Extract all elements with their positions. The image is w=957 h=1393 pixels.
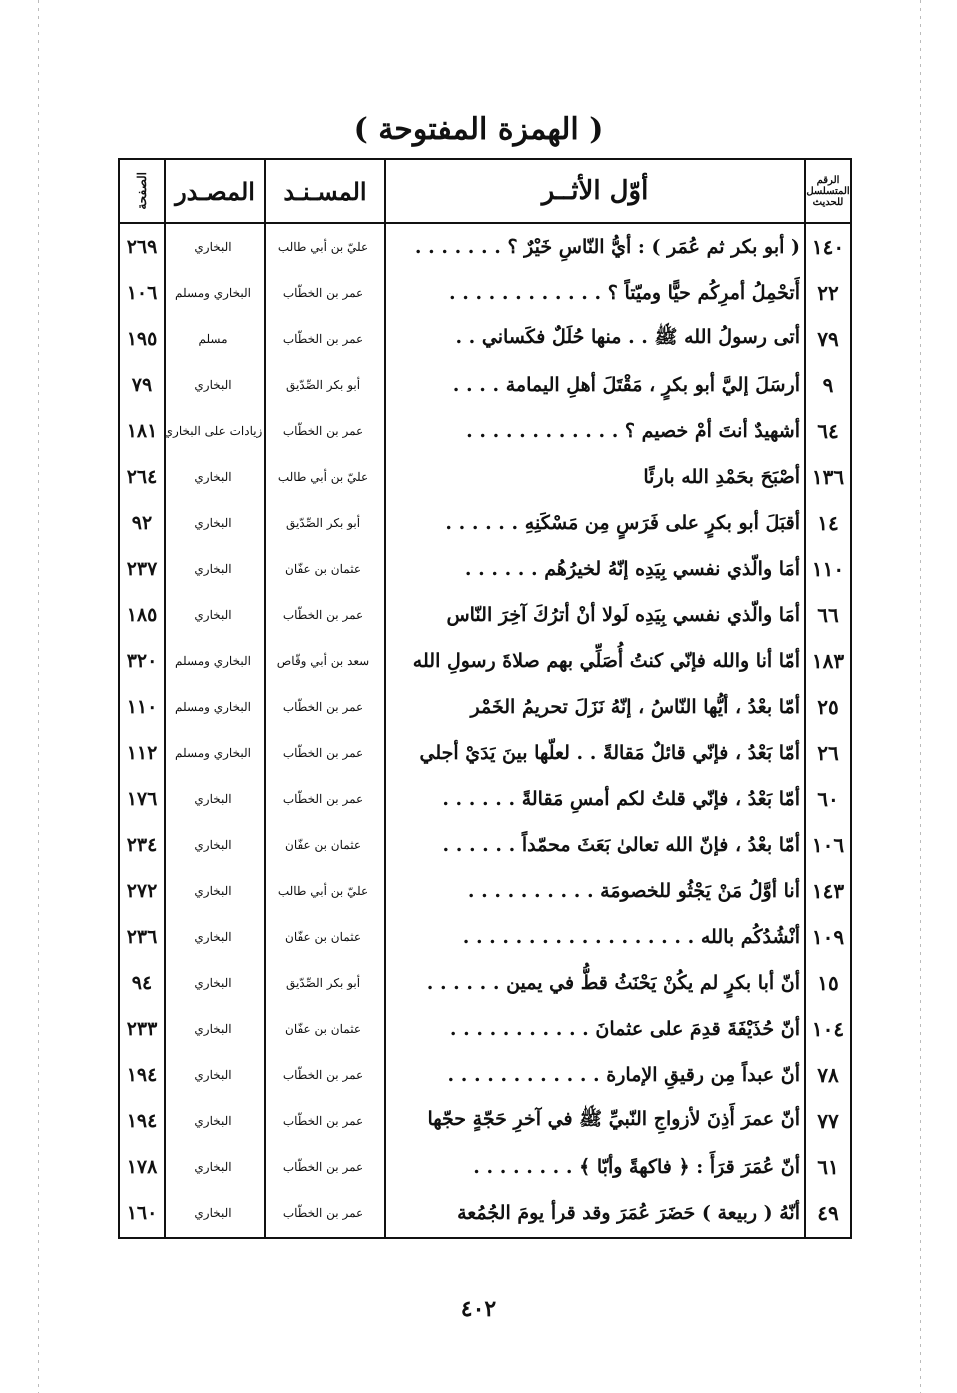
source-name: البخاري [194, 930, 232, 944]
serial-number: ١٠٩ [811, 925, 845, 949]
serial-number: ٧٧ [817, 1109, 839, 1133]
hadith-opening: أقبَلَ أبو بكرٍ على فَرَسٍ مِن مَسْكَنِهِ . . . . . . [445, 512, 800, 534]
musnad-name: عثمان بن عفّان [285, 838, 361, 852]
page-ref: ٢٣٤ [126, 834, 158, 856]
musnad-name: عليّ بن أبي طالب [277, 240, 369, 254]
table-row [120, 592, 850, 638]
table-row [120, 914, 850, 960]
index-table [118, 158, 852, 1239]
hadith-opening: أمّا بعْدُ ، أيُّها النّاسُ ، إنّهُ نَزَلَ تحريمُ الخَمْر [470, 696, 800, 718]
serial-number: ٦٠ [817, 787, 839, 811]
page-title: ( الهمزة المفتوحة ) [353, 112, 604, 147]
musnad-name: أبو بكر الصِّدّيق [285, 976, 361, 990]
source-name: البخاري [194, 378, 232, 392]
page-ref: ٢٦٤ [126, 466, 158, 488]
serial-number: ٦٤ [817, 419, 839, 443]
table-row [120, 500, 850, 546]
hadith-opening: أنّ حُذَيْفَةَ قدِمَ على عثمانَ . . . . . . . . . . . [449, 1018, 800, 1040]
musnad-name: عليّ بن أبي طالب [277, 884, 369, 898]
page-ref: ١٠٦ [126, 282, 158, 304]
serial-number: ٩ [822, 373, 834, 397]
table-row [120, 868, 850, 914]
musnad-name: عمر بن الخطّاب [282, 332, 364, 346]
table-row [120, 960, 850, 1006]
page-ref: ٣٢٠ [126, 650, 158, 672]
hadith-opening: أرسَلَ إليَّ أبو بكرٍ ، مَقْتَلَ أهلِ اليمامة . . . . [452, 374, 800, 396]
page-ref: ٢٣٦ [126, 926, 158, 948]
table-row [120, 362, 850, 408]
serial-number: ١٤٣ [811, 879, 845, 903]
source-name: مسلم [198, 332, 228, 346]
source-name: زيادات على البخاري [164, 424, 262, 438]
musnad-name: عمر بن الخطّاب [282, 286, 364, 300]
serial-number: ٢٥ [817, 695, 839, 719]
hadith-opening: أنّهُ ( ربيعة ) حَضَرَ عُمَرَ وقد قرأ يومَ الجُمُعة [457, 1202, 800, 1224]
serial-number: ١٠٦ [811, 833, 845, 857]
table-row [120, 776, 850, 822]
header-serial-cell [806, 160, 850, 222]
page-ref: ١٩٤ [126, 1110, 158, 1132]
hadith-opening: أنّ أبا بكرٍ لم يكُنْ يَحْنَثُ قطُّ في يمين . . . . . . [426, 972, 800, 994]
page-ref: ٢٦٩ [126, 236, 158, 258]
scan-edge-left [38, 0, 39, 1393]
source-name: البخاري [194, 608, 232, 622]
table-row [120, 1098, 850, 1144]
hadith-opening: أشهيدٌ أنتَ أمْ خصيم ؟ . . . . . . . . . . . . [466, 420, 800, 442]
page-ref: ٧٩ [131, 374, 153, 396]
header-hadith: أوّل الأثــر [541, 176, 649, 206]
musnad-name: عمر بن الخطّاب [282, 424, 364, 438]
source-name: البخاري [194, 562, 232, 576]
page-ref: ١٧٦ [126, 788, 158, 810]
page-ref: ١١٠ [126, 696, 158, 718]
header-hadith-cell [386, 160, 804, 222]
header-serial: الرقم المتسلسل للحديث [806, 174, 850, 208]
hadith-opening: أمّا بَعْدُ ، فإنّي قلتُ لكم أمسِ مَقالةً . . . . . . [442, 788, 800, 810]
musnad-name: عمر بن الخطّاب [282, 700, 364, 714]
hadith-opening: ( أبو بكر ثم عُمَر ) : أيُّ النّاسِ خَيْرٌ ؟ . . . . . . . [414, 236, 800, 258]
source-name: البخاري [194, 1068, 232, 1082]
source-name: البخاري [194, 1022, 232, 1036]
musnad-name: عمر بن الخطّاب [282, 792, 364, 806]
page-ref: ١٨١ [126, 420, 158, 442]
source-name: البخاري ومسلم [175, 654, 251, 668]
table-row [120, 316, 850, 362]
musnad-name: عليّ بن أبي طالب [277, 470, 369, 484]
header-page: الصفحة [135, 172, 149, 210]
serial-number: ٧٩ [817, 327, 839, 351]
serial-number: ٧٨ [817, 1063, 839, 1087]
serial-number: ٢٦ [817, 741, 839, 765]
source-name: البخاري [194, 976, 232, 990]
musnad-name: عمر بن الخطّاب [282, 608, 364, 622]
table-row [120, 638, 850, 684]
musnad-name: عثمان بن عفّان [285, 930, 361, 944]
musnad-name: عمر بن الخطّاب [282, 1160, 364, 1174]
page-ref: ٢٧٢ [126, 880, 158, 902]
table-row [120, 454, 850, 500]
musnad-name: سعد بن أبي وقّاص [276, 654, 370, 668]
page-ref: ٩٤ [131, 972, 153, 994]
page-ref: ٩٢ [131, 512, 153, 534]
source-name: البخاري ومسلم [175, 700, 251, 714]
table-header [120, 160, 850, 224]
musnad-name: عثمان بن عفّان [285, 1022, 361, 1036]
serial-number: ٤٩ [817, 1201, 839, 1225]
table-row [120, 224, 850, 270]
page-ref: ١٨٥ [126, 604, 158, 626]
table-row [120, 1006, 850, 1052]
hadith-opening: أنّ عمرَ أَذِنَ لأزواجِ النّبيِّ ﷺ في آخرِ حَجّةٍ حجّها [427, 1108, 800, 1130]
page-ref: ١١٢ [126, 742, 158, 764]
header-source: المصـدر [175, 176, 255, 206]
serial-number: ١٣٦ [811, 465, 845, 489]
page-ref: ١٩٤ [126, 1064, 158, 1086]
hadith-opening: أنْشُدُكُم بالله . . . . . . . . . . . . . . . . . . [462, 926, 800, 948]
source-name: البخاري [194, 1160, 232, 1174]
hadith-opening: أنّ عبداً مِن رقيقِ الإمارة . . . . . . . . . . . . [447, 1064, 800, 1086]
header-musnad: المسـنـد [283, 176, 367, 206]
hadith-opening: أنّ عُمَرَ قرَأَ : ﴿ فاكهةً وأبّا ﴾ . . . . . . . . [473, 1156, 800, 1178]
source-name: البخاري ومسلم [175, 286, 251, 300]
musnad-name: أبو بكر الصِّدّيق [285, 516, 361, 530]
serial-number: ١٤٠ [811, 235, 845, 259]
table-row [120, 270, 850, 316]
source-name: البخاري [194, 884, 232, 898]
source-name: البخاري [194, 470, 232, 484]
table-row [120, 408, 850, 454]
table-row [120, 546, 850, 592]
hadith-opening: أمّا بَعْدُ ، فإنّي قائلٌ مَقالةً . . لعلّها بينَ يَدَيْ أجلي [419, 742, 800, 764]
serial-number: ٦٦ [817, 603, 839, 627]
musnad-name: عمر بن الخطّاب [282, 1114, 364, 1128]
header-source-cell [166, 160, 264, 222]
musnad-name: عمر بن الخطّاب [282, 1206, 364, 1220]
scan-edge-right [920, 0, 921, 1393]
source-name: البخاري ومسلم [175, 746, 251, 760]
source-name: البخاري [194, 838, 232, 852]
serial-number: ١١٠ [811, 557, 845, 581]
musnad-name: عمر بن الخطّاب [282, 1068, 364, 1082]
source-name: البخاري [194, 240, 232, 254]
musnad-name: عمر بن الخطّاب [282, 746, 364, 760]
table-row [120, 822, 850, 868]
musnad-name: أبو بكر الصِّدّيق [285, 378, 361, 392]
serial-number: ٢٢ [817, 281, 839, 305]
hadith-opening: أَتحْمِلُ أمرِكُم حيًّا وميّتاً ؟ . . . . . . . . . . . . [448, 282, 800, 304]
page-number: ٤٠٢ [460, 1296, 497, 1322]
source-name: البخاري [194, 792, 232, 806]
table-row [120, 684, 850, 730]
table-row [120, 730, 850, 776]
table-row [120, 1144, 850, 1190]
page-ref: ٢٣٣ [126, 1018, 158, 1040]
header-musnad-cell [266, 160, 384, 222]
table-row [120, 1052, 850, 1098]
hadith-opening: أمّا بعْدُ ، فإنّ الله تعالىٰ بَعَثَ محمّداً . . . . . . [442, 834, 800, 856]
page-ref: ١٧٨ [126, 1156, 158, 1178]
serial-number: ١٠٤ [811, 1017, 845, 1041]
serial-number: ١٨٣ [811, 649, 845, 673]
source-name: البخاري [194, 1114, 232, 1128]
page-ref: ٢٣٧ [126, 558, 158, 580]
serial-number: ٦١ [817, 1155, 839, 1179]
hadith-opening: أنا أوَّلُ مَنْ يَجْثُو للخصومَة . . . . . . . . . . [467, 880, 800, 902]
musnad-name: عثمان بن عفّان [285, 562, 361, 576]
hadith-opening: أمَا والّذي نفسي بِيَدِه لَولا أنْ أترُكَ آخِرَ النّاس [446, 604, 800, 626]
hadith-opening: أمّا أنا والله فإنّي كنتُ أُصَلِّي بهم صلاةَ رسولِ الله [412, 650, 800, 672]
table-row [120, 1190, 850, 1236]
serial-number: ١٤ [817, 511, 839, 535]
serial-number: ١٥ [817, 971, 839, 995]
hadith-opening: أصْبَحَ بحَمْدِ الله بارئًا [643, 466, 800, 488]
hadith-opening: أمَا والّذي نفسي بِيَدِه إنّهُ لخيرُهُم . . . . . . [464, 558, 800, 580]
page-ref: ١٦٠ [126, 1202, 158, 1224]
header-page-cell [120, 160, 164, 222]
source-name: البخاري [194, 516, 232, 530]
page-ref: ١٩٥ [126, 328, 158, 350]
hadith-opening: أتى رسولُ الله ﷺ . . منها حُلَلٌ فكَساني . . [455, 326, 800, 348]
source-name: البخاري [194, 1206, 232, 1220]
